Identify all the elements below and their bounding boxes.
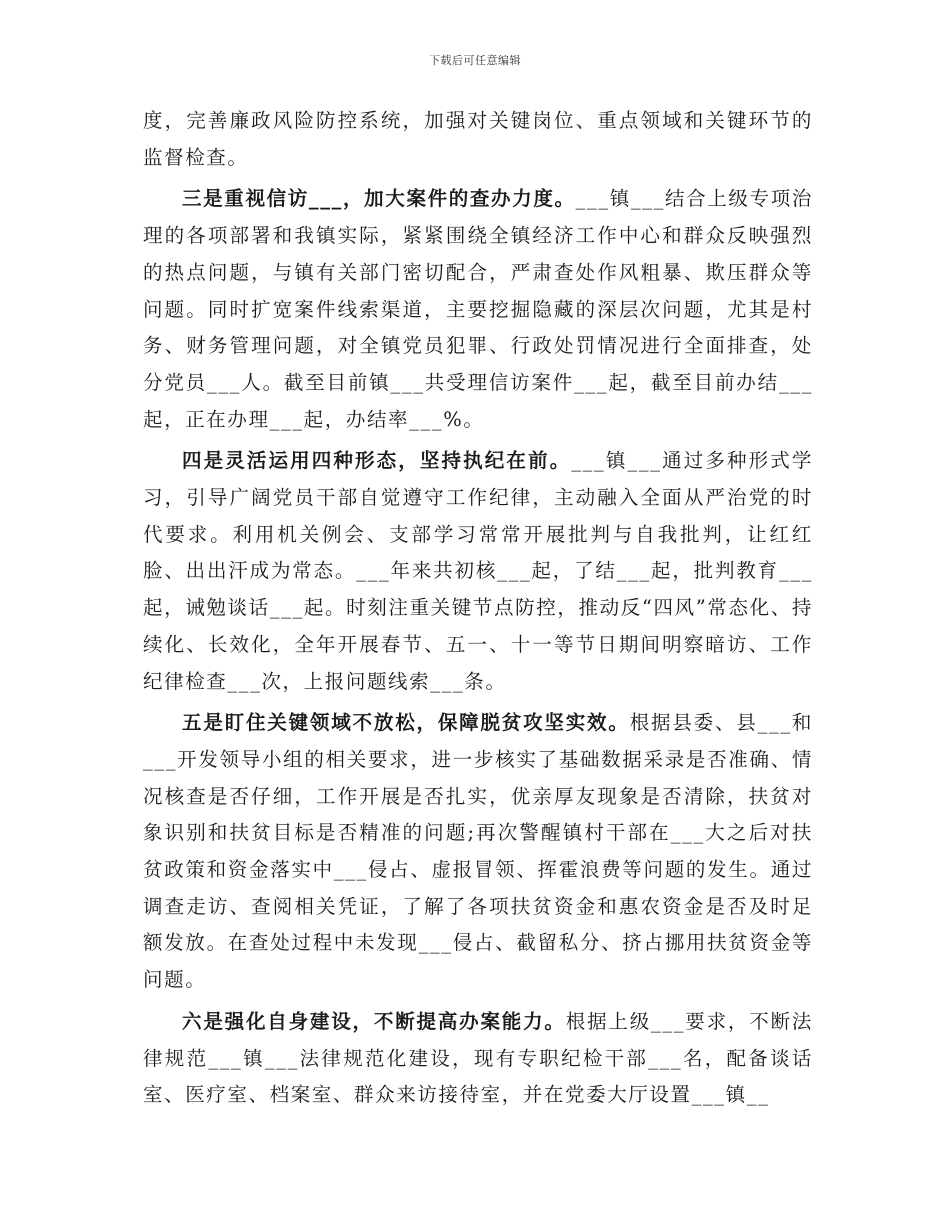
paragraph-poverty-alleviation bbox=[143, 705, 813, 999]
page-header-note: 下载后可任意编辑 bbox=[429, 54, 521, 67]
paragraph-self-construction bbox=[143, 1004, 813, 1114]
paragraph-body: 根据上级___要求，不断法律规范___镇___法律规范化建设，现有专职纪检干部___名，配备谈话室、医疗室、档案室、群众来访接待室，并在党委大厅设置___镇__ bbox=[143, 1009, 813, 1107]
paragraph-four-forms bbox=[143, 443, 813, 700]
paragraph-heading: 六是强化自身建设，不断提高办案能力。 bbox=[182, 1009, 566, 1033]
paragraph-continuation bbox=[143, 103, 813, 176]
paragraph-body: ___镇___结合上级专项治理的各项部署和我镇实际，紧紧围绕全镇经济工作中心和群众反映强烈的热点问题，与镇有关部门密切配合，严肃查处作风粗暴、欺压群众等问题。同时扩宽案件线索渠道，主要挖掘隐藏的深层次问题，尤其是村务、财务管理问题，对全镇党员犯罪、行政处罚情况进行全面排查，处分党员___人。截至目前镇___共受理信访案件___起，截至目前办结___起，正在办理___起，办结率___%。 bbox=[143, 187, 813, 431]
paragraph-body: 度，完善廉政风险防控系统，加强对关键岗位、重点领域和关键环节的监督检查。 bbox=[143, 109, 813, 169]
paragraph-body: 根据县委、县___和___开发领导小组的相关要求，进一步核实了基础数据采录是否准确、情况核查是否仔细，工作开展是否扎实，优亲厚友现象是否清除，扶贫对象识别和扶贫目标是否精准的问题;再次警醒镇村干部在___大之后对扶贫政策和资金落实中___侵占、虚报冒领、挥霍浪费等问题的发生。通过调查走访、查阅相关凭证，了解了各项扶贫资金和惠农资金是否及时足额发放。在查处过程中未发现___侵占、截留私分、挤占挪用扶贫资金等问题。 bbox=[143, 711, 813, 992]
paragraph-body: ___镇___通过多种形式学习，引导广阔党员干部自觉遵守工作纪律，主动融入全面从严治党的时代要求。利用机关例会、支部学习常常开展批判与自我批判，让红红脸、出出汗成为常态。___年来共初核___起，了结___起，批判教育___起，诫勉谈话___起。时刻注重关键节点防控，推动反“四风”常态化、持续化、长效化，全年开展春节、五一、十一等节日期间明察暗访、工作纪律检查___次，上报问题线索___条。 bbox=[143, 449, 813, 693]
paragraph-heading: 三是重视信访___，加大案件的查办力度。 bbox=[182, 187, 576, 211]
paragraph-heading: 五是盯住关键领域不放松，保障脱贫攻坚实效。 bbox=[182, 711, 630, 735]
document-body bbox=[143, 103, 813, 1119]
paragraph-heading: 四是灵活运用四种形态，坚持执纪在前。 bbox=[182, 449, 572, 473]
paragraph-petition-cases bbox=[143, 181, 813, 438]
